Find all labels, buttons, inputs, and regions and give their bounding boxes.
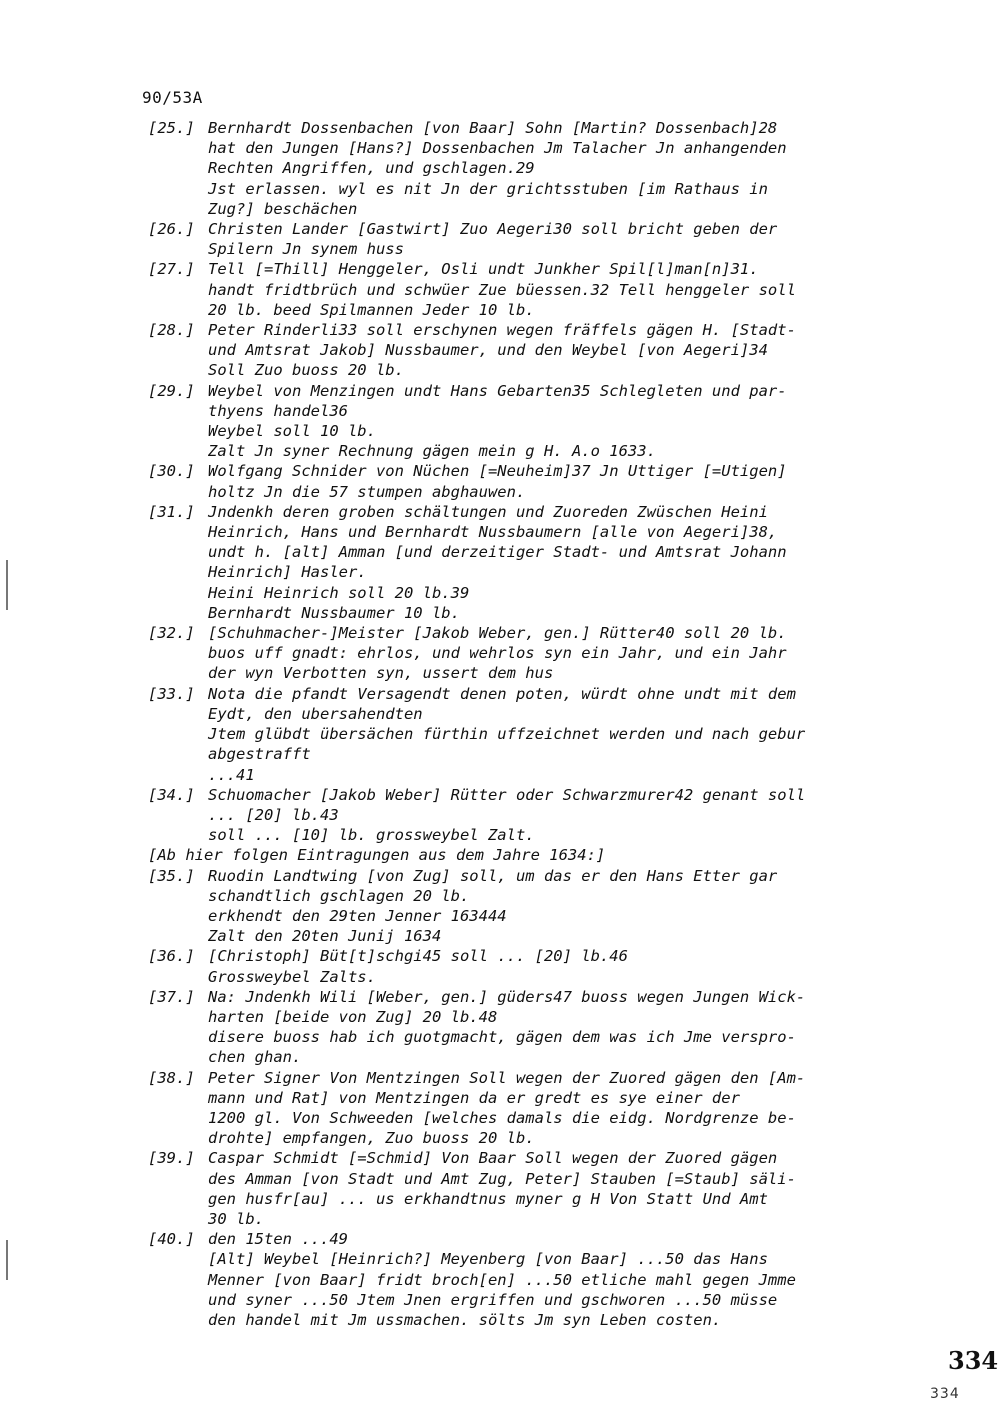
entry-line: Heinrich, Hans und Bernhardt Nussbaumern [alle von Aegeri]38, xyxy=(208,523,778,542)
folio-pencil-number: 334 xyxy=(930,1386,960,1402)
folio-number: 334 xyxy=(948,1346,999,1375)
entry-number: [36.] xyxy=(148,947,195,966)
entry-line: handt fridtbrüch und schwüer Zue büessen.32 Tell henggeler soll xyxy=(208,280,796,299)
entry-line: chen ghan. xyxy=(208,1048,302,1067)
entry-line: Jst erlassen. wyl es nit Jn der grichtsstuben [im Rathaus in xyxy=(208,179,768,198)
entry-line: 1200 gl. Von Schweeden [welches damals die eidg. Nordgrenze be- xyxy=(208,1108,796,1127)
entry-line: ... [20] lb.43 xyxy=(208,805,339,824)
entry-number: [25.] xyxy=(148,119,195,137)
entry-number: [40.] xyxy=(148,1230,195,1249)
entry-line: buos uff gnadt: ehrlos, und wehrlos syn ein Jahr, und ein Jahr xyxy=(208,644,787,663)
entry-line: und Amtsrat Jakob] Nussbaumer, und den Weybel [von Aegeri]34 xyxy=(208,341,768,360)
entry-number: [38.] xyxy=(148,1068,195,1087)
entry-line: und syner ...50 Jtem Jnen ergriffen und gschworen ...50 müsse xyxy=(208,1290,778,1309)
entry xyxy=(148,785,918,846)
entry xyxy=(148,118,918,219)
entry-number: [31.] xyxy=(148,502,195,521)
entry-line: Peter Signer Von Mentzingen Soll wegen der Zuored gägen den [Am- xyxy=(208,1068,806,1087)
entry-line: [Christoph] Büt[t]schgi45 soll ... [20] lb.46 xyxy=(208,947,628,966)
entry-line: drohte] empfangen, Zuo buoss 20 lb. xyxy=(208,1129,535,1148)
entry xyxy=(148,623,918,684)
entry-line: Spilern Jn synem huss xyxy=(208,240,404,259)
entry-number: [33.] xyxy=(148,684,195,703)
entry-line: Ruodin Landtwing [von Zug] soll, um das er den Hans Etter gar xyxy=(208,866,778,885)
entry-line: Jndenkh deren groben schältungen und Zuoreden Zwüschen Heini xyxy=(208,502,768,521)
entry-line: Heinrich] Hasler. xyxy=(208,563,367,582)
entries-list xyxy=(148,118,918,1330)
entry-line: Peter Rinderli33 soll erschynen wegen fräffels gägen H. [Stadt- xyxy=(208,321,796,340)
entry-line: Wolfgang Schnider von Nüchen [=Neuheim]37 Jn Uttiger [=Utigen] xyxy=(208,462,787,481)
entry-line: Weybel soll 10 lb. xyxy=(208,422,376,441)
entry-line: Nota die pfandt Versagendt denen poten, würdt ohne undt mit dem xyxy=(208,684,796,703)
entry-line: Bernhardt Nussbaumer 10 lb. xyxy=(208,603,460,622)
entry-line: undt h. [alt] Amman [und derzeitiger Stadt- und Amtsrat Johann xyxy=(208,543,787,562)
entry-line: Bernhardt Dossenbachen [von Baar] Sohn [Martin? Dossenbach]28 xyxy=(208,119,778,137)
entry xyxy=(148,946,918,986)
entry-number: [37.] xyxy=(148,987,195,1006)
entry-line: den 15ten ...49 xyxy=(208,1230,348,1249)
entry xyxy=(148,684,918,785)
entry xyxy=(148,987,918,1068)
entry-line: Christen Lander [Gastwirt] Zuo Aegeri30 soll bricht geben der xyxy=(208,220,778,239)
entry-line: Schuomacher [Jakob Weber] Rütter oder Schwarzmurer42 genant soll xyxy=(208,785,806,804)
entry xyxy=(148,320,918,381)
entry-line: der wyn Verbotten syn, ussert dem hus xyxy=(208,664,554,683)
entry xyxy=(148,461,918,501)
entry-line: Rechten Angriffen, und gschlagen.29 xyxy=(208,159,535,178)
entry-line: den handel mit Jm ussmachen. sölts Jm syn Leben costen. xyxy=(208,1310,722,1329)
entry-number: [32.] xyxy=(148,624,195,643)
entry-line: Menner [von Baar] fridt broch[en] ...50 etliche mahl gegen Jmme xyxy=(208,1270,796,1289)
entry xyxy=(148,381,918,462)
entry xyxy=(148,1068,918,1149)
entry-line: Na: Jndenkh Wili [Weber, gen.] güders47 buoss wegen Jungen Wick- xyxy=(208,987,806,1006)
entry-number: [27.] xyxy=(148,260,195,279)
entry-number: [26.] xyxy=(148,220,195,239)
entry-line: schandtlich gschlagen 20 lb. xyxy=(208,886,470,905)
entry-line: thyens handel36 xyxy=(208,401,348,420)
entry-number: [28.] xyxy=(148,321,195,340)
entry-line: 20 lb. beed Spilmannen Jeder 10 lb. xyxy=(208,300,535,319)
entry-line: ...41 xyxy=(208,765,255,784)
entry-line: Soll Zuo buoss 20 lb. xyxy=(208,361,404,380)
entry xyxy=(148,1148,918,1229)
entry-number: [34.] xyxy=(148,785,195,804)
entry-line: Heini Heinrich soll 20 lb.39 xyxy=(208,583,470,602)
entry-line: erkhendt den 29ten Jenner 163444 xyxy=(208,906,507,925)
entry-number: [39.] xyxy=(148,1149,195,1168)
entry-line: Jtem glübdt übersächen fürthin uffzeichnet werden und nach gebur xyxy=(208,725,806,744)
entry-line: Grossweybel Zalts. xyxy=(208,967,376,986)
entry-line: Zalt den 20ten Junij 1634 xyxy=(208,927,442,946)
entry xyxy=(148,259,918,320)
entry-line: [Schuhmacher-]Meister [Jakob Weber, gen.] Rütter40 soll 20 lb. xyxy=(208,624,787,643)
entry-line: [Alt] Weybel [Heinrich?] Meyenberg [von Baar] ...50 das Hans xyxy=(208,1250,768,1269)
entry-line: Tell [=Thill] Henggeler, Osli undt Junkher Spil[l]man[n]31. xyxy=(208,260,759,279)
entry-line: Eydt, den ubersahendten xyxy=(208,704,423,723)
editorial-note: [Ab hier folgen Eintragungen aus dem Jahre 1634:] xyxy=(148,846,606,865)
entry xyxy=(148,502,918,623)
entry-line: harten [beide von Zug] 20 lb.48 xyxy=(208,1007,498,1026)
entry-line: soll ... [10] lb. grossweybel Zalt. xyxy=(208,826,535,845)
entry-line: disere buoss hab ich guotgmacht, gägen dem was ich Jme verspro- xyxy=(208,1028,796,1047)
entry-number: [30.] xyxy=(148,462,195,481)
entry-line: Zalt Jn syner Rechnung gägen mein g H. A.o 1633. xyxy=(208,442,656,461)
entry xyxy=(148,866,918,947)
archive-reference: 90/53A xyxy=(142,88,203,107)
entry-line: Zug?] beschächen xyxy=(208,199,358,218)
entry xyxy=(148,219,918,259)
scan-mark xyxy=(6,560,8,610)
entry-line: holtz Jn die 57 stumpen abghauwen. xyxy=(208,482,526,501)
entry-line: Weybel von Menzingen undt Hans Gebarten35 Schlegleten und par- xyxy=(208,381,787,400)
entry-line: abgestrafft xyxy=(208,745,311,764)
entry xyxy=(148,1229,918,1330)
entry-line: des Amman [von Stadt und Amt Zug, Peter] Stauben [=Staub] säli- xyxy=(208,1169,796,1188)
scan-mark xyxy=(6,1240,8,1280)
entry-line: hat den Jungen [Hans?] Dossenbachen Jm Talacher Jn anhangenden xyxy=(208,139,787,158)
entry-line: gen husfr[au] ... us erkhandtnus myner g H Von Statt Und Amt xyxy=(208,1189,768,1208)
entry-line: Caspar Schmidt [=Schmid] Von Baar Soll wegen der Zuored gägen xyxy=(208,1149,778,1168)
entry-line: mann und Rat] von Mentzingen da er gredt es sye einer der xyxy=(208,1088,740,1107)
entry-number: [35.] xyxy=(148,866,195,885)
entry-number: [29.] xyxy=(148,381,195,400)
entry-line: 30 lb. xyxy=(208,1209,264,1228)
